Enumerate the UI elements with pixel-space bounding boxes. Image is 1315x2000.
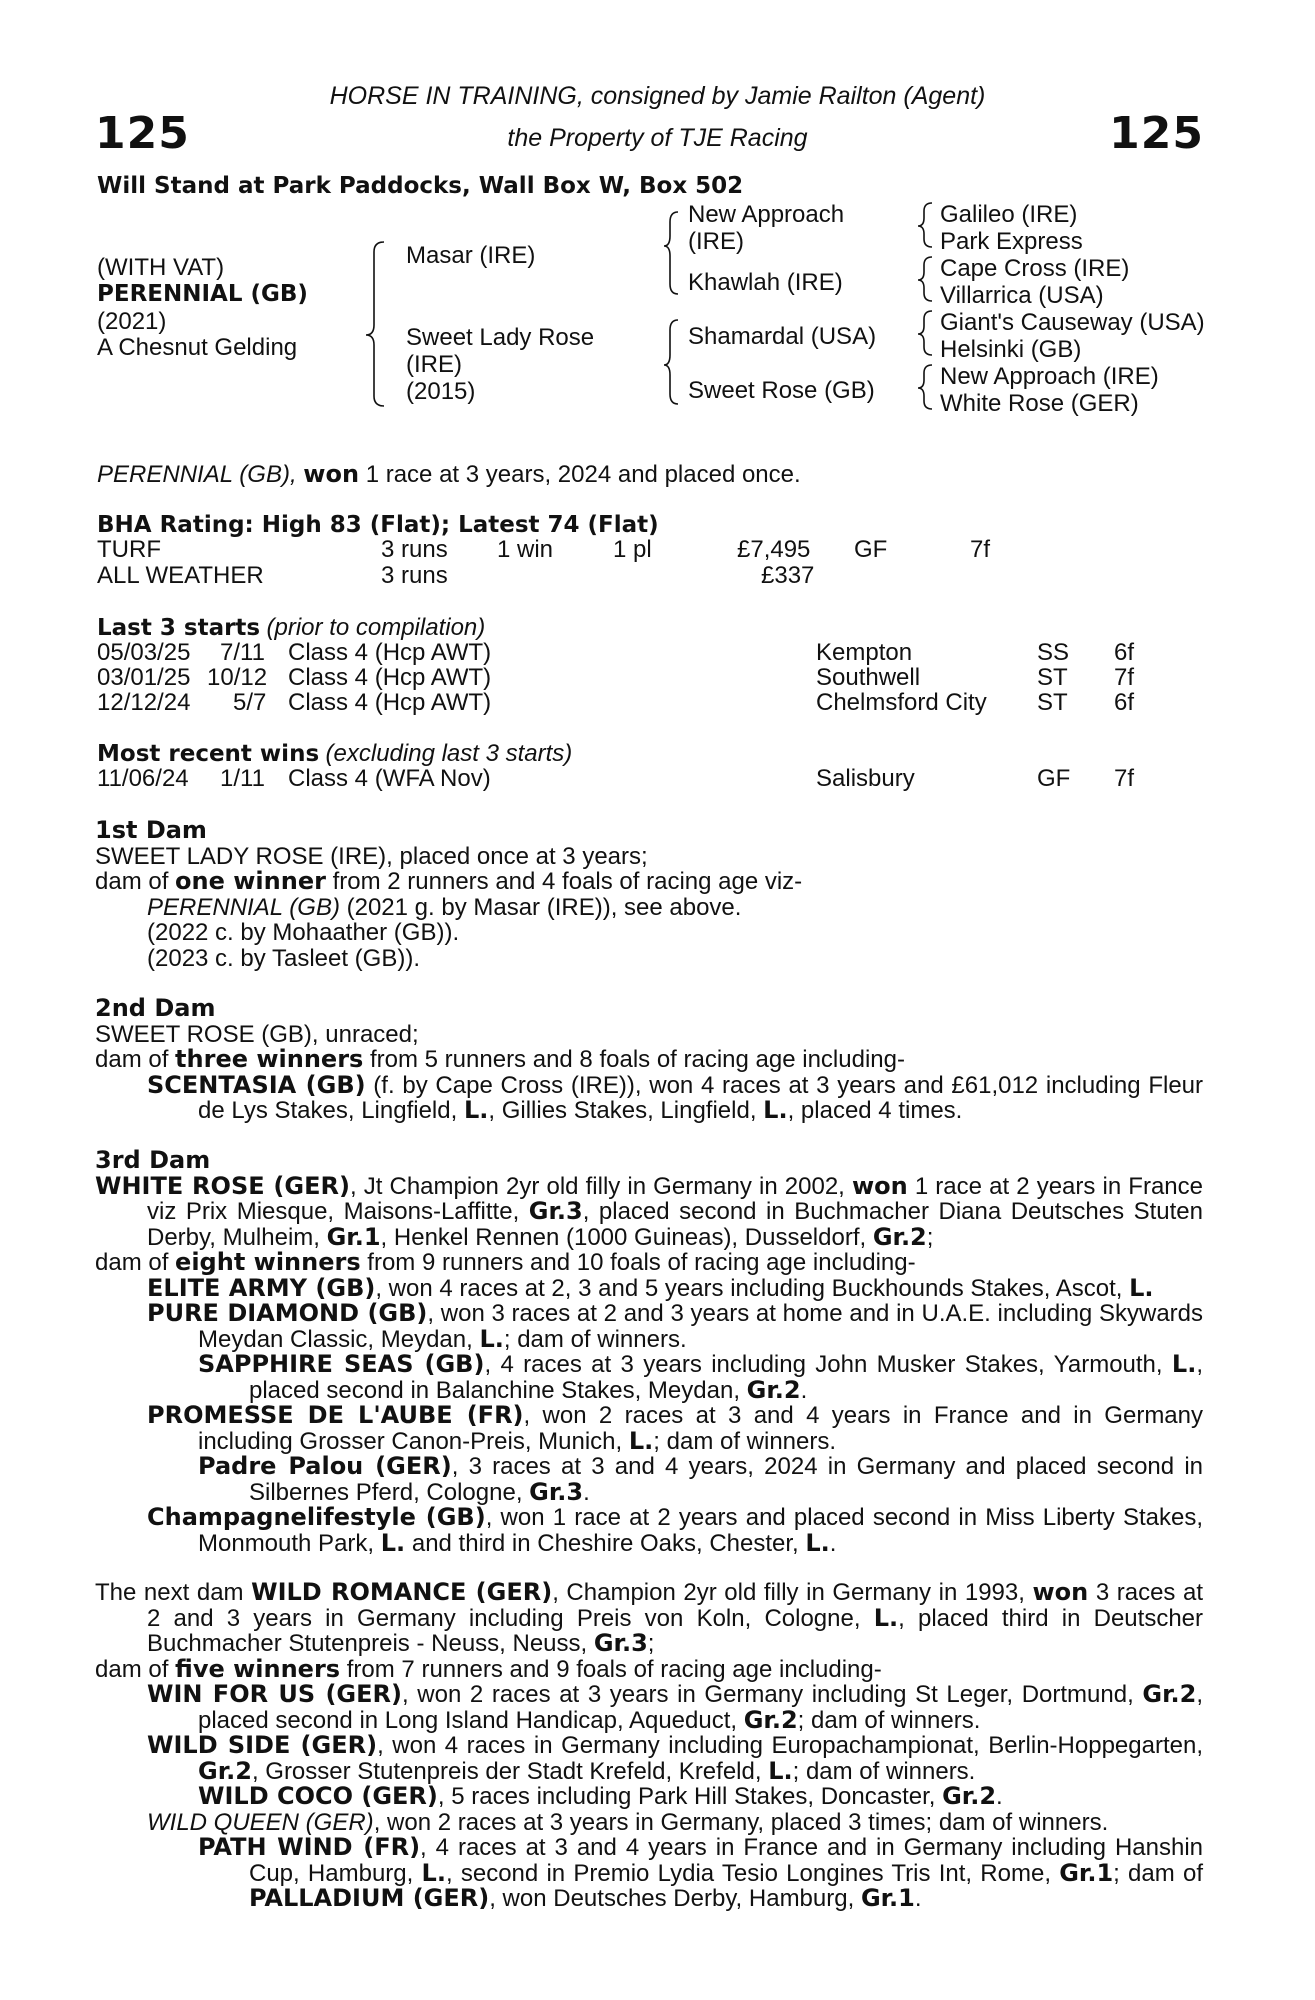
next-dam-foal-path-wind: PATH WIND (FR), 4 races at 3 and 4 years in France and in Germany including Hanshin Cup, Hamburg, L., second in Premio Lydia Tesio Longines Tris Int, Rome, Gr.1; dam of PALLADIUM (GER), won Deutsches Derby, Hamburg, Gr.1. (198, 1833, 1203, 1912)
pedigree-ggs-5: Giant's Causeway (USA) (940, 309, 1205, 336)
pedigree-ggs-7: New Approach (IRE) (940, 363, 1159, 390)
summary-horse-name: PERENNIAL (GB), (97, 461, 297, 488)
recent-win-dist: 7f (1114, 765, 1135, 792)
horse-name: PERENNIAL (GB) (97, 281, 308, 307)
third-dam-white-rose: WHITE ROSE (GER), Jt Champion 2yr old filly in Germany in 2002, won 1 race at 2 years in France viz Prix Miesque, Maisons-Laffitte, Gr.3, placed second in Buchmacher Diana Deutsches Stuten Derby, Mulheim, Gr.1, Henkel Rennen (1000 Guineas), Dusseldorf, Gr.2; (95, 1171, 1204, 1251)
recent-wins-title: Most recent wins (97, 741, 320, 767)
recent-win-date: 11/06/24 (97, 765, 189, 792)
stand-line: Will Stand at Park Paddocks, Wall Box W, Box 502 (97, 173, 744, 199)
third-dam-foal-sapphire-seas: SAPPHIRE SEAS (GB), 4 races at 3 years including John Musker Stakes, Yarmouth, L., placed second in Balanchine Stakes, Meydan, Gr.2. (198, 1350, 1203, 1404)
next-dam-foal-win-for-us: WIN FOR US (GER), won 2 races at 3 years in Germany including St Leger, Dortmund, Gr.2, placed second in Long Island Handicap, Aqueduct, Gr.2; dam of winners. (147, 1680, 1203, 1734)
last3-row3-race: Class 4 (Hcp AWT) (288, 689, 492, 716)
rating-aw-runs: 3 runs (381, 562, 448, 589)
horse-description: A Chesnut Gelding (97, 334, 298, 361)
last3-row2-date: 03/01/25 (97, 664, 191, 691)
pedigree-ggs-8: White Rose (GER) (940, 390, 1139, 417)
recent-win-pos: 1/11 (220, 765, 265, 792)
lot-number-left: 125 (95, 108, 190, 159)
next-dam-wild-romance: The next dam WILD ROMANCE (GER), Champion 2yr old filly in Germany in 1993, won 3 races at 2 and 3 years in Germany including Preis von Koln, Cologne, L., placed third in Deutscher Buchmacher Stutenpreis - Neuss, Neuss, Gr.3; (95, 1578, 1203, 1657)
consignor-line: HORSE IN TRAINING, consigned by Jamie Railton (Agent) (329, 82, 986, 110)
first-dam-foal-3: (2023 c. by Tasleet (GB)). (147, 944, 420, 972)
rating-title: BHA Rating: High 83 (Flat); Latest 74 (Flat) (97, 512, 659, 538)
rating-turf-prize: £7,495 (737, 536, 811, 563)
brace-dam (664, 320, 678, 404)
pedigree-dam-line1: Sweet Lady Rose (406, 324, 595, 351)
summary-text: 1 race at 3 years, 2024 and placed once. (359, 461, 801, 488)
last3-row1-pos: 7/11 (220, 639, 265, 666)
pedigree-dam-line3: (2015) (406, 378, 476, 405)
pedigree-ggs-3: Cape Cross (IRE) (940, 255, 1130, 282)
last3-row2-pos: 10/12 (207, 664, 268, 691)
last3-row3-date: 12/12/24 (97, 689, 191, 716)
first-dam-produce: dam of one winner from 2 runners and 4 foals of racing age viz- (95, 867, 803, 895)
pedigree-braces (0, 0, 1315, 420)
vat-label: (WITH VAT) (97, 254, 225, 281)
rating-turf-placed: 1 pl (613, 536, 652, 563)
first-dam-heading: 1st Dam (95, 816, 207, 844)
next-dam-foal-wild-coco: WILD COCO (GER), 5 races including Park Hill Stakes, Doncaster, Gr.2. (198, 1782, 1003, 1810)
last3-row3-dist: 6f (1114, 689, 1135, 716)
rating-aw-prize: £337 (761, 562, 815, 589)
last3-row2-course: Southwell (816, 664, 921, 691)
last3-row2-dist: 7f (1114, 664, 1135, 691)
pedigree-ggs-4: Villarrica (USA) (940, 282, 1104, 309)
next-dam-produce: dam of five winners from 7 runners and 9 foals of racing age including- (95, 1654, 882, 1683)
pedigree-dam-line2: (IRE) (406, 351, 462, 378)
lot-number-right: 125 (1109, 108, 1204, 159)
pedigree-sire-sire-line1: New Approach (688, 201, 845, 228)
rating-aw-surface: ALL WEATHER (97, 562, 264, 589)
third-dam-foal-champagnelifestyle: Champagnelifestyle (GB), won 1 race at 2 years and placed second in Miss Liberty Stakes, Monmouth Park, L. and third in Cheshire Oaks, Chester, L.. (147, 1503, 1204, 1557)
pedigree-sire: Masar (IRE) (406, 242, 536, 269)
recent-wins-heading (97, 740, 572, 768)
rating-turf-runs: 3 runs (381, 536, 448, 563)
pedigree-dam-dam: Sweet Rose (GB) (688, 377, 875, 404)
last3-row1-race: Class 4 (Hcp AWT) (288, 639, 492, 666)
second-dam-foal-scentasia: SCENTASIA (GB) (f. by Cape Cross (IRE)), won 4 races at 3 years and £61,012 including Fleur de Lys Stakes, Lingfield, L., Gillies Stakes, Lingfield, L., placed 4 times. (147, 1070, 1204, 1124)
next-dam-foal-wild-queen: WILD QUEEN (GER), won 2 races at 3 years in Germany, placed 3 times; dam of winners. (147, 1808, 1109, 1836)
last3-row3-going: ST (1037, 689, 1068, 716)
summary-won: won (303, 460, 360, 488)
horse-year: (2021) (97, 308, 167, 335)
second-dam-heading: 2nd Dam (95, 994, 216, 1022)
brace-sire (664, 212, 678, 294)
third-dam-foal-elite-army: ELITE ARMY (GB), won 4 races at 2, 3 and 5 years including Buckhounds Stakes, Ascot, L. (147, 1273, 1154, 1302)
pedigree-ggs-6: Helsinki (GB) (940, 336, 1082, 363)
last3-row1-course: Kempton (816, 639, 913, 666)
pedigree-sire-dam: Khawlah (IRE) (688, 269, 843, 296)
brace-gen1 (366, 242, 384, 406)
last3-row2-race: Class 4 (Hcp AWT) (288, 664, 492, 691)
last3-row3-course: Chelmsford City (816, 689, 987, 716)
recent-win-course: Salisbury (816, 765, 915, 792)
pedigree-dam-sire: Shamardal (USA) (688, 323, 877, 350)
first-dam-section (95, 818, 1203, 971)
third-dam-produce: dam of eight winners from 9 runners and 10 foals of racing age including- (95, 1248, 916, 1276)
third-dam-foal-padre-palou: Padre Palou (GER), 3 races at 3 and 4 years, 2024 in Germany and placed second in Silbernes Pferd, Cologne, Gr.3. (198, 1452, 1203, 1506)
last3-row1-going: SS (1037, 639, 1070, 666)
second-dam-line1: SWEET ROSE (GB), unraced; (95, 1020, 419, 1048)
rating-turf-dist: 7f (970, 536, 991, 563)
first-dam-line1: SWEET LADY ROSE (IRE), placed once at 3 years; (95, 842, 648, 870)
recent-wins-note: (excluding last 3 starts) (325, 740, 573, 767)
third-dam-foal-pure-diamond: PURE DIAMOND (GB), won 3 races at 2 and 3 years at home and in U.A.E. including Skywards Meydan Classic, Meydan, L.; dam of winners. (147, 1299, 1204, 1353)
race-summary (97, 462, 801, 488)
last3-row1-date: 05/03/25 (97, 639, 191, 666)
rating-turf-surface: TURF (97, 536, 161, 563)
second-dam-produce: dam of three winners from 5 runners and 8 foals of racing age including- (95, 1045, 905, 1073)
first-dam-foal-1: PERENNIAL (GB) (2021 g. by Masar (IRE)), see above. (147, 893, 742, 921)
third-dam-foal-promesse: PROMESSE DE L'AUBE (FR), won 2 races at 3 and 4 years in France and in Germany including Grosser Canon-Preis, Munich, L.; dam of winners. (147, 1401, 1204, 1455)
third-dam-section (95, 1148, 1203, 1556)
second-dam-section (95, 996, 1203, 1124)
rating-turf-wins: 1 win (497, 536, 554, 563)
recent-win-race: Class 4 (WFA Nov) (288, 765, 491, 792)
pedigree-ggs-2: Park Express (940, 228, 1083, 255)
last3-row1-dist: 6f (1114, 639, 1135, 666)
recent-win-going: GF (1037, 765, 1071, 792)
pedigree-sire-sire-line2: (IRE) (688, 228, 744, 255)
last3-title: Last 3 starts (97, 615, 261, 641)
third-dam-heading: 3rd Dam (95, 1146, 211, 1174)
next-dam-foal-wild-side: WILD SIDE (GER), won 4 races in Germany including Europachampionat, Berlin-Hoppegarten, Gr.2, Grosser Stutenpreis der Stadt Krefeld, Krefeld, L.; dam of winners. (147, 1731, 1203, 1785)
next-dam-section (95, 1580, 1203, 1912)
last3-heading (97, 614, 485, 642)
last3-row2-going: ST (1037, 664, 1068, 691)
last3-note: (prior to compilation) (266, 614, 486, 641)
rating-turf-going: GF (854, 536, 888, 563)
first-dam-foal-2: (2022 c. by Mohaather (GB)). (147, 919, 460, 946)
pedigree-ggs-1: Galileo (IRE) (940, 201, 1078, 228)
last3-row3-pos: 5/7 (233, 689, 267, 716)
property-line: the Property of TJE Racing (507, 124, 808, 152)
